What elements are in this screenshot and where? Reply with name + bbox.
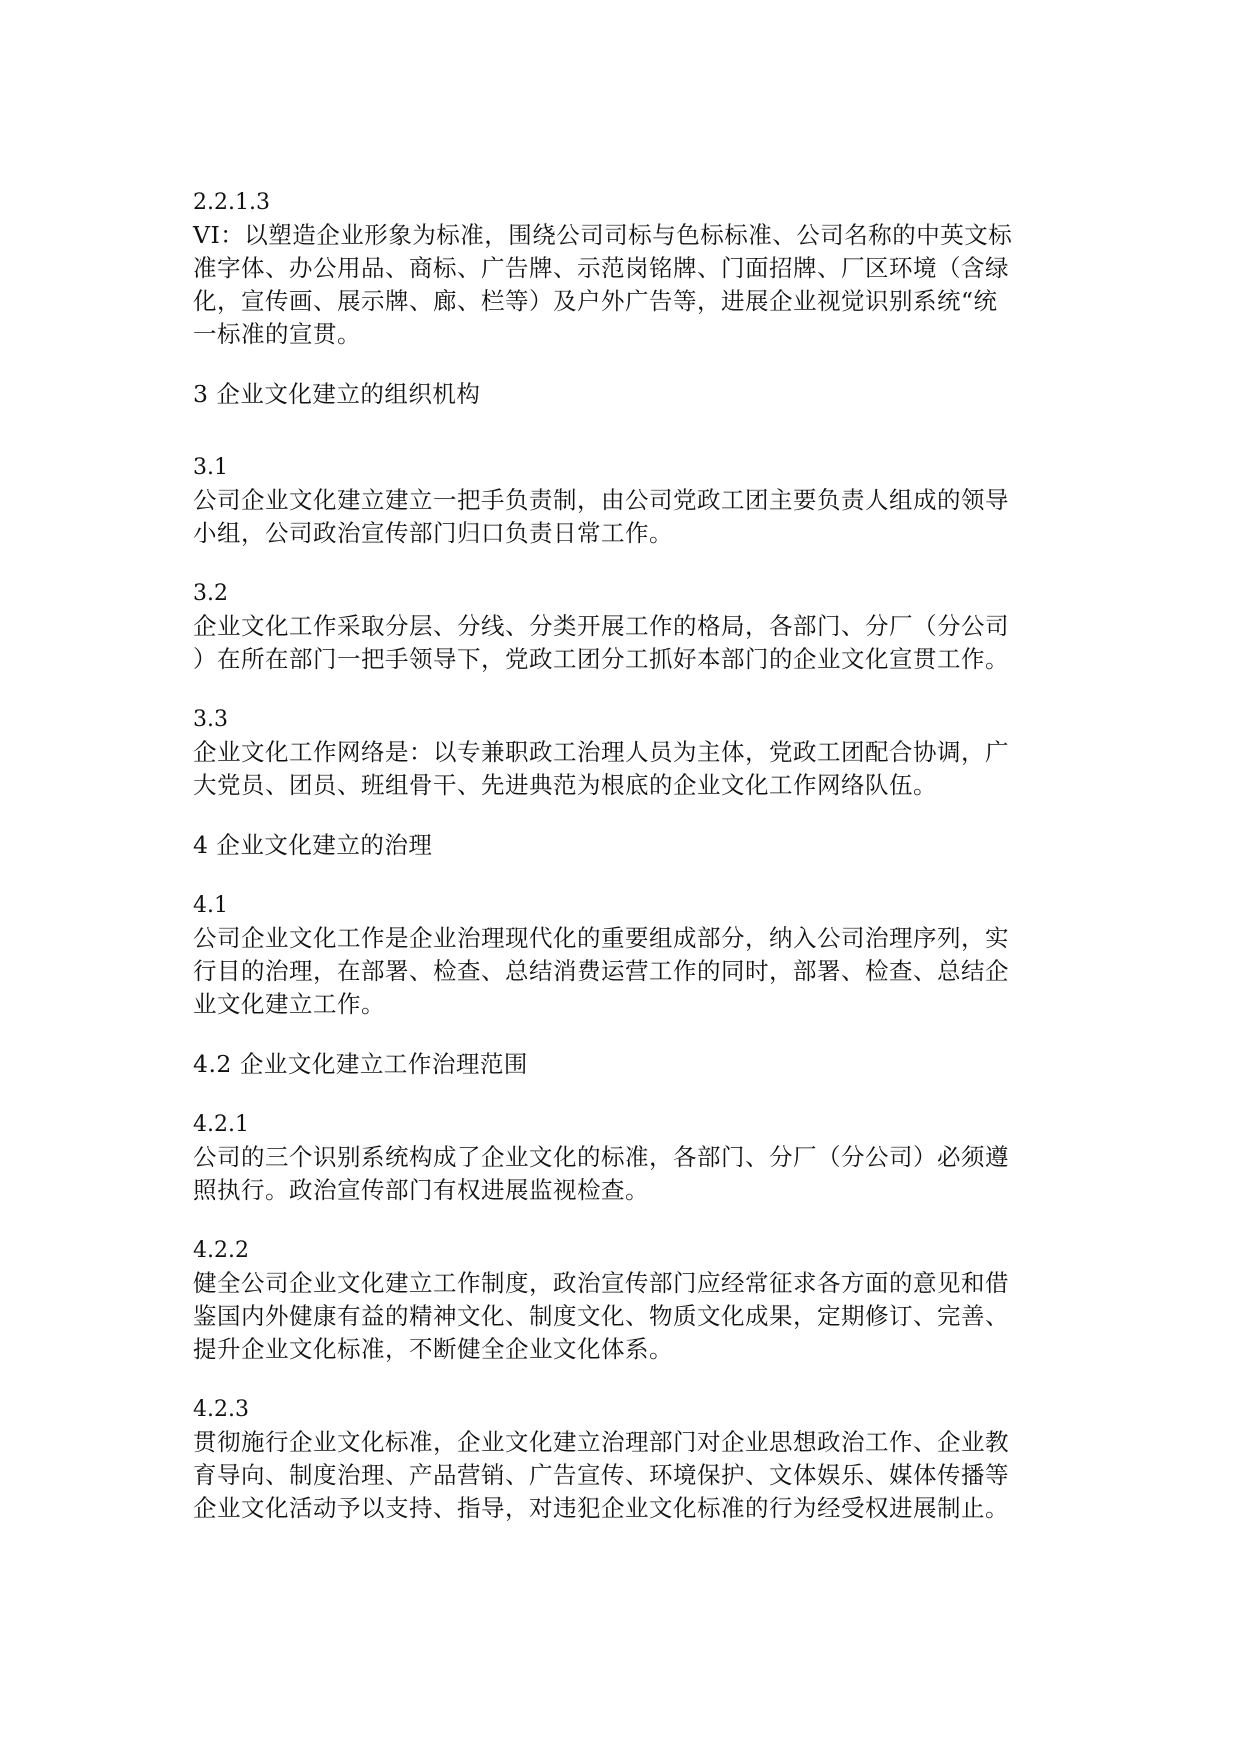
paragraph-line: 健全公司企业文化建立工作制度，政治宣传部门应经常征求各方面的意见和借 [193,1269,1009,1297]
document-page [193,186,1055,1525]
paragraph-line: 提升企业文化标准，不断健全企业文化体系。 [193,1335,673,1363]
section-4-2-1 [193,1108,1055,1207]
paragraph-line: 育导向、制度治理、产品营销、广告宣传、环境保护、文体娱乐、媒体传播等 [193,1461,1009,1489]
paragraph-line: 小组，公司政治宣传部门归口负责日常工作。 [193,519,673,547]
paragraph-line: 业文化建立工作。 [193,990,385,1018]
paragraph-line: 大党员、团员、班组骨干、先进典范为根底的企业文化工作网络队伍。 [193,771,937,799]
section-number: 4.1 [193,893,228,918]
section-3-2 [193,577,1055,676]
paragraph-line: VI：以塑造企业形象为标准，围绕公司司标与色标标准、公司名称的中英文标 [193,221,1013,249]
section-3-1 [193,451,1055,550]
paragraph-line: 公司企业文化工作是企业治理现代化的重要组成部分，纳入公司治理序列，实 [193,924,1009,952]
paragraph-line: ）在所在部门一把手领导下，党政工团分工抓好本部门的企业文化宣贯工作。 [193,645,1009,673]
section-4-2-2 [193,1234,1055,1366]
paragraph-line: 贯彻施行企业文化标准，企业文化建立治理部门对企业思想政治工作、企业教 [193,1428,1009,1456]
section-heading-4: 4 企业文化建立的治理 [193,831,433,859]
section-heading-3: 3 企业文化建立的组织机构 [193,380,481,408]
section-number: 3.2 [193,581,228,606]
section-number: 4.2.1 [193,1112,249,1137]
section-3-3 [193,703,1055,802]
paragraph-line: 照执行。政治宣传部门有权进展监视检查。 [193,1176,649,1204]
section-2-2-1-3 [193,186,1055,351]
section-4-2-3 [193,1393,1055,1525]
section-4-1 [193,889,1055,1021]
section-heading-4-2: 4.2 企业文化建立工作治理范围 [193,1050,528,1078]
section-number: 4.2.3 [193,1397,249,1422]
paragraph-line: 化，宣传画、展示牌、廊、栏等）及户外广告等，进展企业视觉识别系统“统 [193,287,998,315]
section-number: 3.3 [193,707,228,732]
paragraph-line: 企业文化工作采取分层、分线、分类开展工作的格局，各部门、分厂（分公司 [193,612,1009,640]
paragraph-line: 准字体、办公用品、商标、广告牌、示范岗铭牌、门面招牌、厂区环境（含绿 [193,254,1009,282]
paragraph-line: 鉴国内外健康有益的精神文化、制度文化、物质文化成果，定期修订、完善、 [193,1302,1009,1330]
paragraph-line: 行目的治理，在部署、检查、总结消费运营工作的同时，部署、检查、总结企 [193,957,1009,985]
paragraph-line: 一标准的宣贯。 [193,320,361,348]
section-number: 2.2.1.3 [193,190,270,215]
paragraph-line: 企业文化工作网络是：以专兼职政工治理人员为主体，党政工团配合协调，广 [193,738,1009,766]
section-number: 4.2.2 [193,1238,249,1263]
paragraph-line: 公司企业文化建立建立一把手负责制，由公司党政工团主要负责人组成的领导 [193,486,1009,514]
section-number: 3.1 [193,455,228,480]
paragraph-line: 公司的三个识别系统构成了企业文化的标准，各部门、分厂（分公司）必须遵 [193,1143,1009,1171]
paragraph-line: 企业文化活动予以支持、指导，对违犯企业文化标准的行为经受权进展制止。 [193,1494,1009,1522]
